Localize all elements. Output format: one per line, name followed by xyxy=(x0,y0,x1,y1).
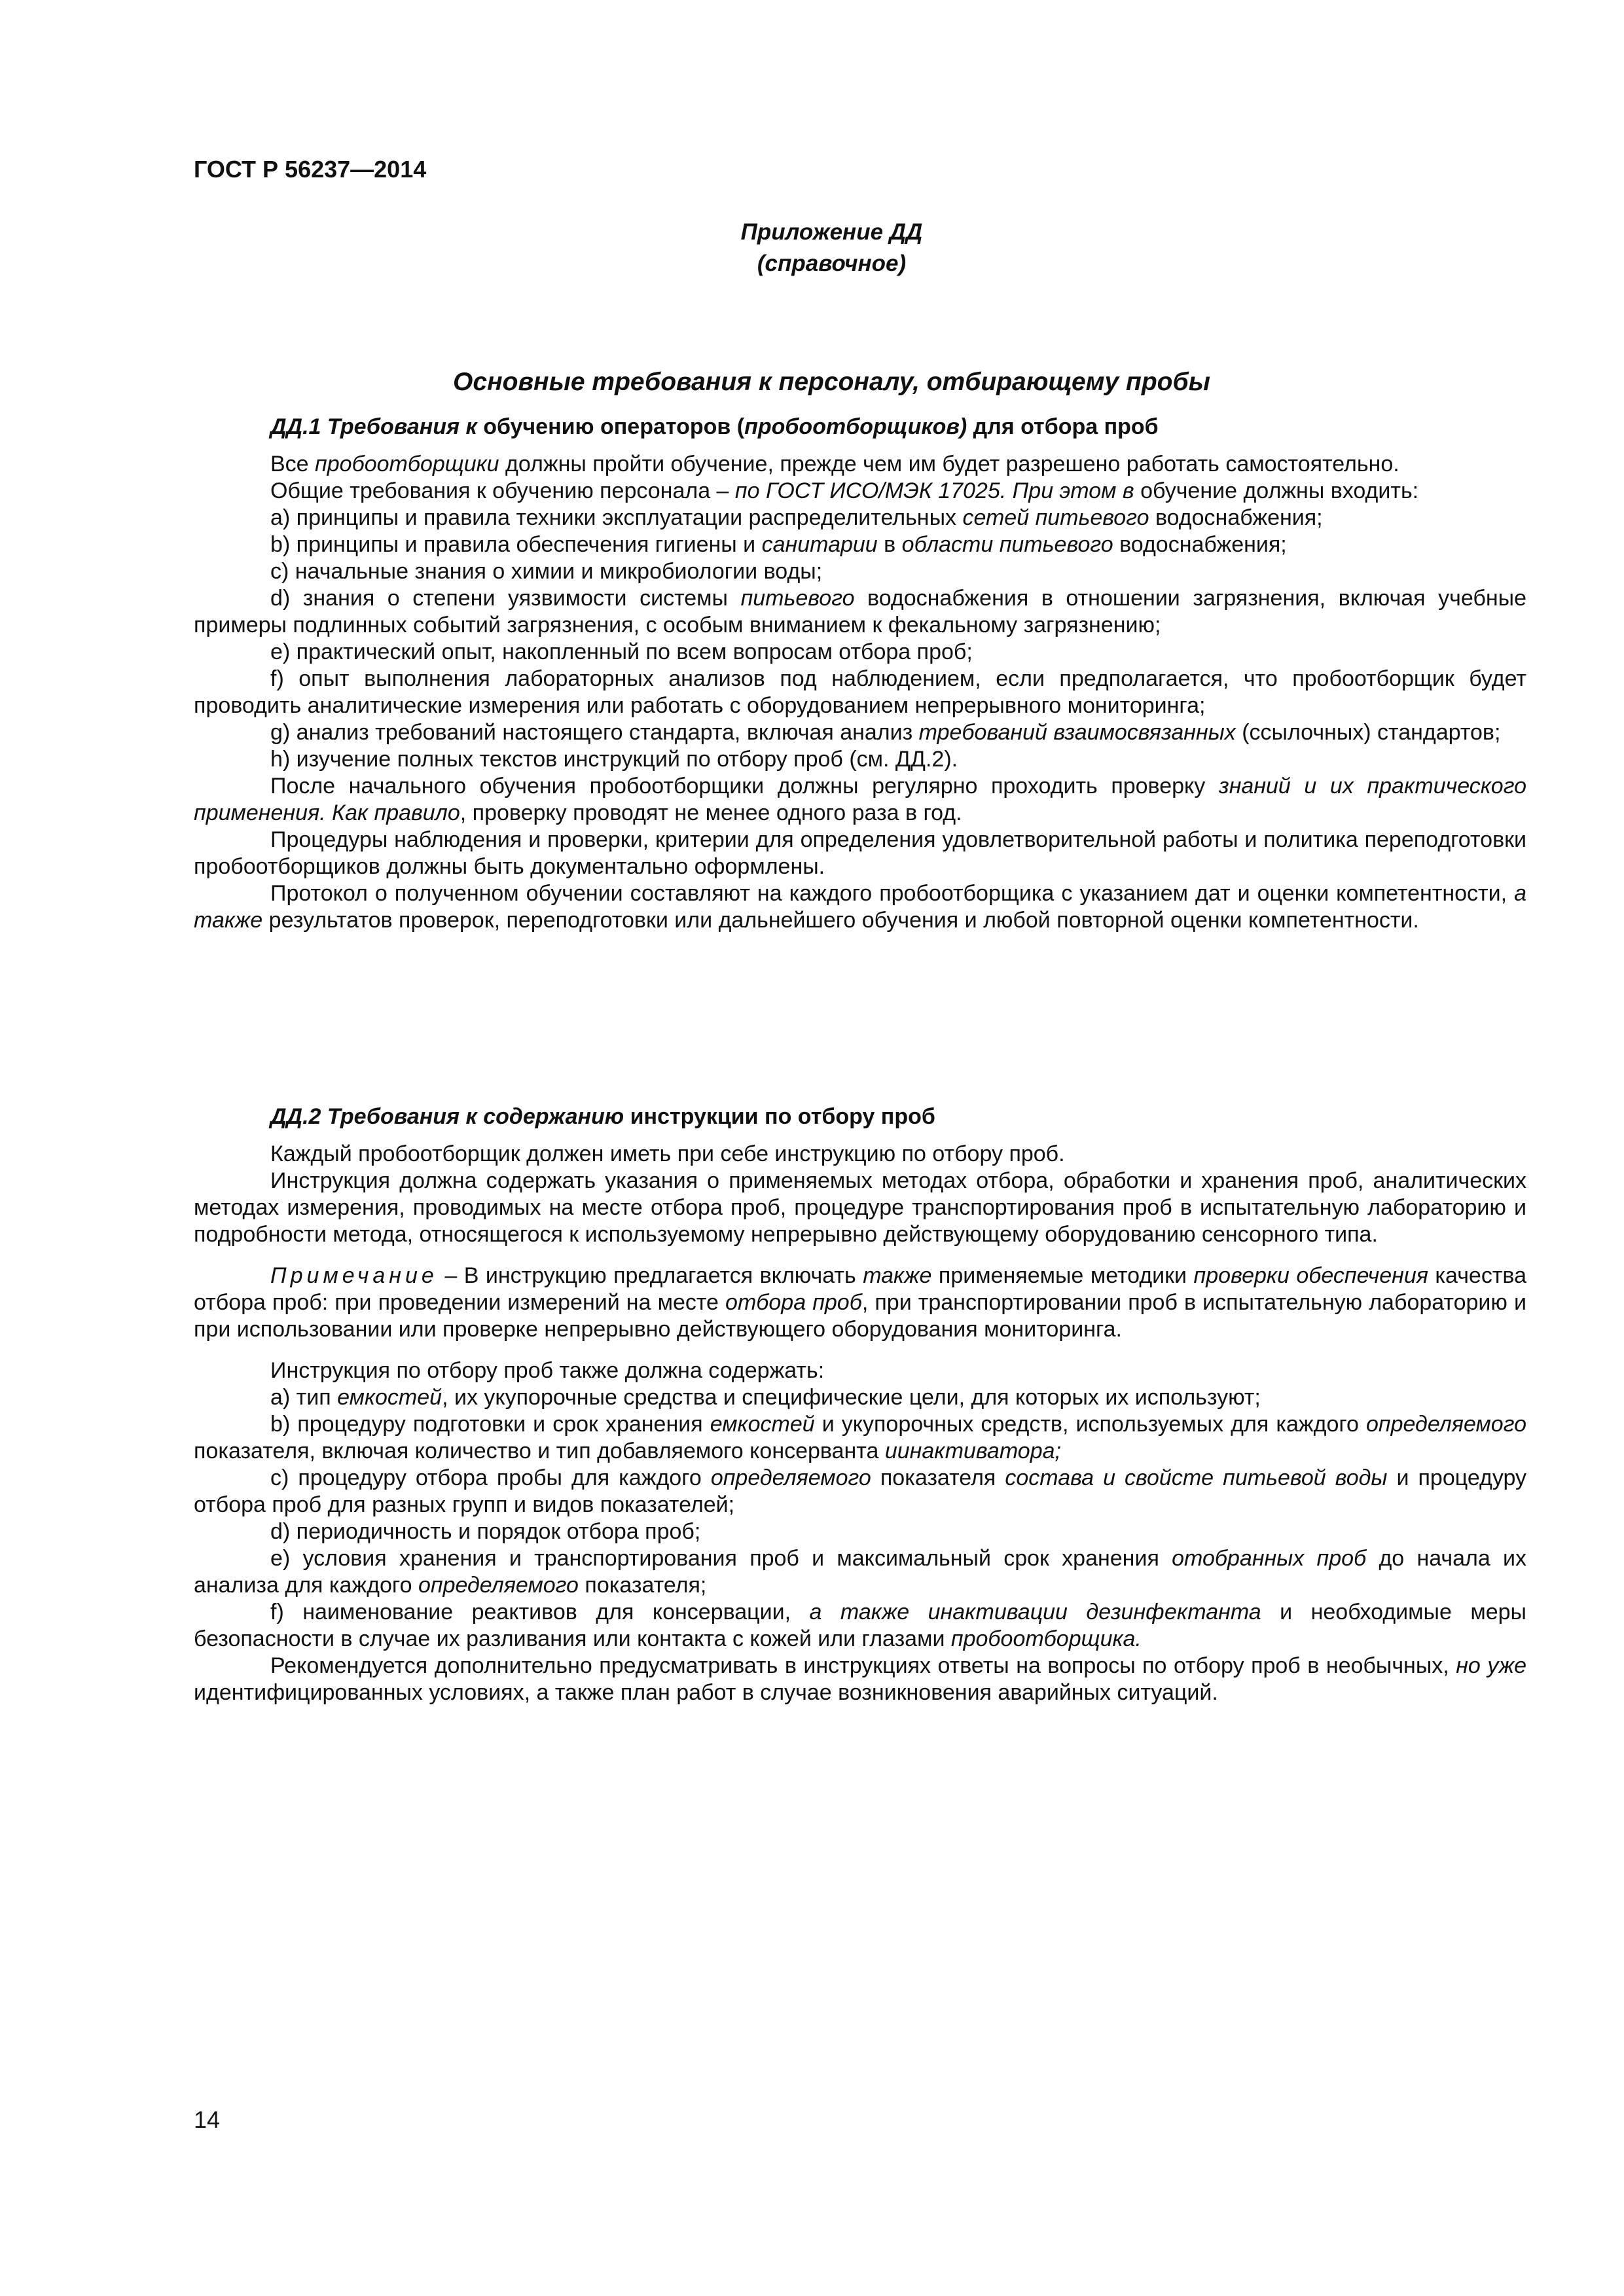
paragraph: После начального обучения пробоотборщики должны регулярно проходить проверку знаний и их практического применения. Как правило, проверку проводят не менее одного раза в год. xyxy=(194,774,1526,825)
paragraph: Рекомендуется дополнительно предусматривать в инструкциях ответы на вопросы по отбору проб в необычных, но уже идентифицированных условиях, а также план работ в случае возникновения аварийных ситуаций. xyxy=(194,1653,1526,1705)
list-item: f) опыт выполнения лабораторных анализов под наблюдением, если предполагается, что пробоотборщик будет проводить аналитические измерения или работать с оборудованием непрерывного мониторинга; xyxy=(194,666,1526,718)
paragraph: Процедуры наблюдения и проверки, критерии для определения удовлетворительной работы и политика переподготовки пробоотборщиков должны быть документально оформлены. xyxy=(194,827,1526,879)
list-item: e) условия хранения и транспортирования проб и максимальный срок хранения отобранных проб до начала их анализа для каждого определяемого показателя; xyxy=(194,1546,1527,1598)
paragraph: Протокол о полученном обучении составляют на каждого пробоотборщика с указанием дат и оценки компетентности, а также результатов проверок, переподготовки или дальнейшего обучения и любой повторной оценки компетентности. xyxy=(194,881,1526,933)
section-2-heading: ДД.2 Требования к содержанию инструкции по отбору проб xyxy=(270,1104,935,1129)
list-item: d) периодичность и порядок отбора проб; xyxy=(270,1519,701,1544)
list-item: c) начальные знания о химии и микробиологии воды; xyxy=(270,559,823,584)
paragraph: Общие требования к обучению персонала – по ГОСТ ИСО/МЭК 17025. При этом в обучение должны входить: xyxy=(270,478,1419,503)
section-1 xyxy=(194,414,1526,934)
section-1-heading: ДД.1 Требования к обучению операторов (пробоотборщиков) для отбора проб xyxy=(270,414,1159,439)
section-2 xyxy=(194,1103,1526,1706)
list-item: g) анализ требований настоящего стандарта, включая анализ требований взаимосвязанных (ссылочных) стандартов; xyxy=(270,720,1501,745)
appendix-kind: (справочное) xyxy=(757,251,907,276)
page-number: 14 xyxy=(194,2106,221,2133)
paragraph: Все пробоотборщики должны пройти обучение, прежде чем им будет разрешено работать самостоятельно. xyxy=(270,452,1399,476)
list-item: d) знания о степени уязвимости системы питьевого водоснабжения в отношении загрязнения, включая учебные примеры подлинных событий загрязнения, с особым вниманием к фекальному загрязнению; xyxy=(194,586,1526,637)
list-item: h) изучение полных текстов инструкций по отбору проб (см. ДД.2). xyxy=(270,747,958,772)
note-label: Примечание xyxy=(270,1263,438,1288)
paragraph: Инструкция должна содержать указания о применяемых методах отбора, обработки и хранения проб, аналитических методах измерения, проводимых на месте отбора проб, процедуре транспортирования проб в испытательную лабораторию и подробности метода, относящегося к используемому непрерывно действующему оборудованию сенсорного типа. xyxy=(194,1168,1526,1247)
list-item: e) практический опыт, накопленный по всем вопросам отбора проб; xyxy=(270,639,973,664)
note: Примечание – В инструкцию предлагается включать также применяемые методики проверки обеспечения качества отбора проб: при проведении измерений на месте отбора проб, при транспортировании проб в испытательную лабораторию и при использовании или проверке непрерывно действующего оборудования мониторинга. xyxy=(194,1263,1526,1342)
list-item: f) наименование реактивов для консервации, а также инактивации дезинфектанта и необходимые меры безопасности в случае их разливания или контакта с кожей или глазами пробоотборщика. xyxy=(194,1600,1526,1651)
list-item: c) процедуру отбора пробы для каждого определяемого показателя состава и свойсте питьевой воды и процедуру отбора проб для разных групп и видов показателей; xyxy=(194,1465,1526,1517)
list-item: b) принципы и правила обеспечения гигиены и санитарии в области питьевого водоснабжения; xyxy=(270,532,1287,557)
list-item: a) тип емкостей, их укупорочные средства и специфические цели, для которых их используют; xyxy=(270,1385,1261,1410)
paragraph: Инструкция по отбору проб также должна содержать: xyxy=(270,1358,825,1383)
appendix-title: Приложение ДД xyxy=(740,219,923,245)
list-item: b) процедуру подготовки и срок хранения емкостей и укупорочных средств, используемых для каждого определяемого показателя, включая количество и тип добавляемого консерванта иинактиватора; xyxy=(194,1412,1526,1463)
list-item: a) принципы и правила техники эксплуатации распределительных сетей питьевого водоснабжения; xyxy=(270,505,1323,530)
paragraph: Каждый пробоотборщик должен иметь при себе инструкцию по отбору проб. xyxy=(270,1141,1065,1166)
document-number: ГОСТ Р 56237—2014 xyxy=(194,156,427,183)
document-title: Основные требования к персоналу, отбирающему пробы xyxy=(453,368,1210,396)
